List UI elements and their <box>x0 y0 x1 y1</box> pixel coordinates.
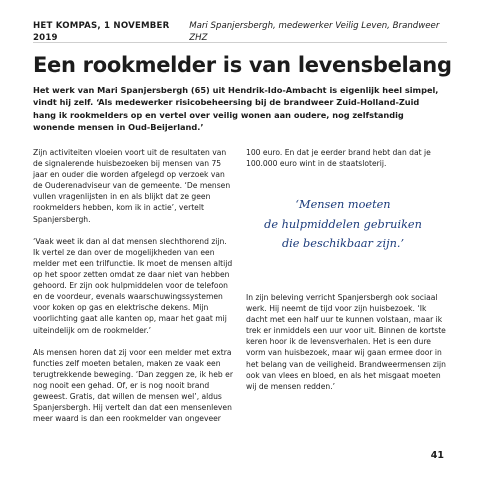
right-column-bottom <box>246 292 448 392</box>
pull-quote-line: de hulpmiddelen gebruiken <box>264 217 422 231</box>
paragraph: ‘Vaak weet ik dan al dat mensen slechthorend zijn. Ik vertel ze dan over de mogelijkheden van een melder met een trilfunctie. Ik moet de mensen altijd op het spoor zetten omdat ze daar niet van hebben gehoord. Er zijn ook hulpmiddelen voor de telefoon en de voordeur, evenals waarschuwingssystemen voor koken op gas en elektrische dekens. Mijn voorlichting gaat alle kanten op, maar het gaat mij uiteindelijk om de rookmelder.’ <box>33 236 233 335</box>
paragraph: Zijn activiteiten vloeien voort uit de resultaten van de signalerende huisbezoeken bij mensen van 75 jaar en ouder die worden afgelegd op verzoek van de Ouderenadviseur van de gemeente. ‘De mensen vullen vragenlijsten in en als blijkt dat ze geen rookmelders hebben, kom ik in actie’, vertelt Spanjersbergh. <box>33 148 231 224</box>
publication-date: HET KOMPAS, 1 NOVEMBER 2019 <box>33 21 170 43</box>
left-column <box>33 147 233 435</box>
header-divider <box>33 42 447 43</box>
running-header <box>33 20 447 44</box>
paragraph: In zijn beleving verricht Spanjersbergh ook sociaal werk. Hij neemt de tijd voor zijn huisbezoek. ‘Ik dacht met een half uur te kunnen volstaan, maar ik trek er inmiddels een uur voor uit. Binnen de kortste keren hoor ik de levensverhalen. Het is een dure vorm van huisbezoek, maar wij gaan ermee door in het belang van de veiligheid. Brandweermensen zijn ook van vlees en bloed, en als het misgaat moeten wij de mensen redden.’ <box>246 293 446 391</box>
paragraph: Als mensen horen dat zij voor een melder met extra functies zelf moeten betalen, maken ze vaak een terugtrekkende beweging. ‘Dan zeggen ze, ik heb er nog nooit een gehad. Of, er is nog nooit brand geweest. Gratis, dat willen de mensen wel’, aldus Spanjersbergh. Hij vertelt dan dat een mensenleven meer waard is dan een rookmelder van ongeveer <box>33 347 233 424</box>
article-title: Een rookmelder is van levensbelang <box>33 53 452 77</box>
article-lead: Het werk van Mari Spanjersbergh (65) uit Hendrik-Ido-Ambacht is eigenlijk heel simpel, vindt hij zelf. ‘Als medewerker risicobeheersing bij de brandweer Zuid-Holland-Zuid hang ik rookmelders op en vertel over veilig wonen aan oudere, nog zelfstandig wonende mensen in Oud-Beijerland.’ <box>33 85 439 132</box>
pull-quote-line: ‘Mensen moeten <box>295 198 391 211</box>
right-column-top <box>246 147 448 180</box>
paragraph: 100 euro. En dat je eerder brand hebt dan dat je 100.000 euro wint in de staatsloterij. <box>246 148 431 169</box>
pull-quote <box>238 195 448 254</box>
page-number: 41 <box>430 450 444 461</box>
article-subject: Mari Spanjersbergh, medewerker Veilig Leven, Brandweer ZHZ <box>189 21 440 43</box>
pull-quote-line: die beschikbaar zijn.’ <box>281 237 405 250</box>
